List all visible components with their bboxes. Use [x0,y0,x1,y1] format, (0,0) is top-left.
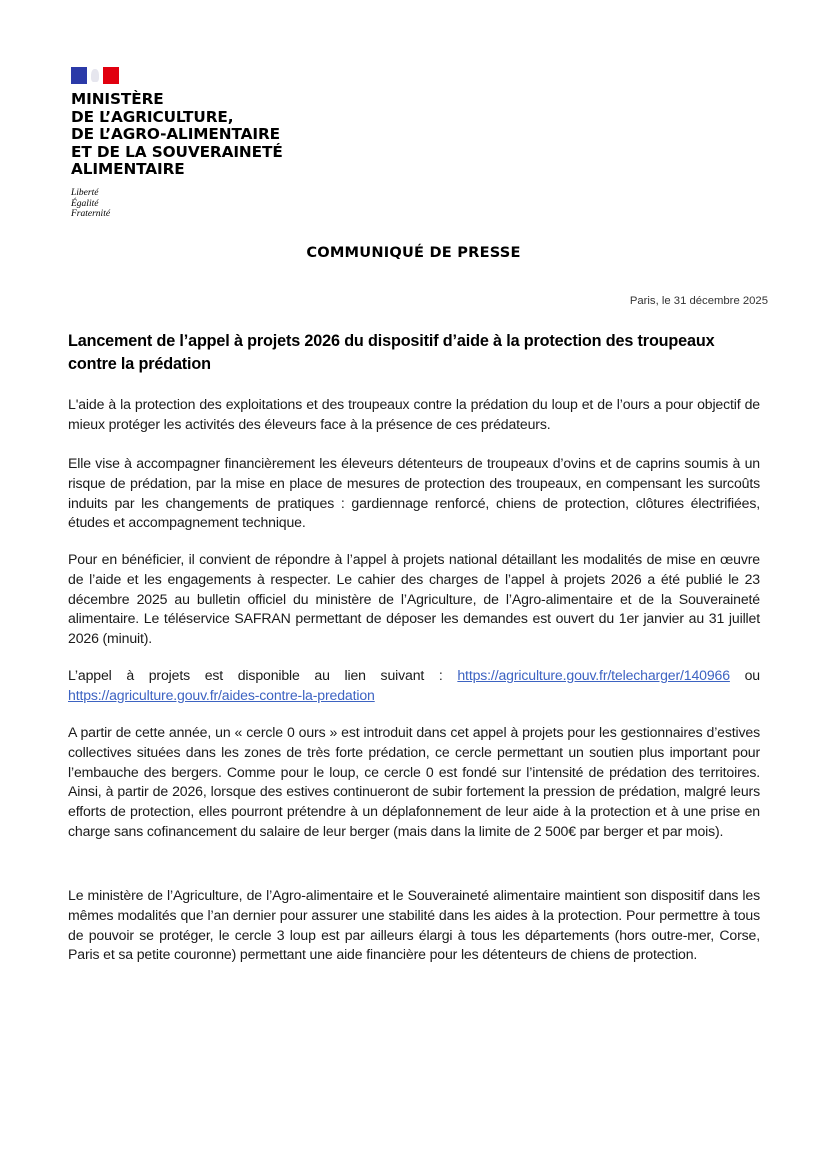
ministry-line: ALIMENTAIRE [71,160,185,179]
motto-line: Fraternité [71,209,111,220]
motto-line: Égalité [71,198,99,209]
paragraph-purpose: L'aide à la protection des exploitations et des troupeaux contre la prédation du loup et de l’ours a pour objectif de mieux protéger les activités des éleveurs face à la présence de ces prédateurs. [68,396,760,432]
paragraph-links [68,666,760,706]
flag-white-band [87,67,103,84]
headline: Lancement de l’appel à projets 2026 du dispositif d’aide à la protection des troupeaux contre la prédation [68,332,715,373]
republic-motto [71,188,283,220]
paragraph-cercle-3-loup: Le ministère de l’Agriculture, de l’Agro-alimentaire et le Souveraineté alimentaire maintient son dispositif dans les mêmes modalités que l’an dernier pour assurer une stabilité dans les aides à la protection. Pour permettre à tous de pouvoir se protéger, le cercle 3 loup est par ailleurs élargi à tous les départements (hors outre-mer, Corse, Paris et sa petite couronne) permettant une aide financière pour les détenteurs de chiens de protection. [68,887,760,963]
paragraph-cercle-0-ours: A partir de cette année, un « cercle 0 ours » est introduit dans cet appel à projets pour les gestionnaires d’estives collectives situées dans les zones de très forte prédation, ce cercle permettant un soutien plus important pour l’embauche des bergers. Comme pour le loup, ce cercle 0 est fondé sur l’intensité de prédation des territoires. Ainsi, à partir de 2026, lorsque des estives continueront de subir fortement la pression de prédation, malgré leurs efforts de protection, elles pourront prétendre à un déplafonnement de leur aide à la protection et à une prise en charge sans cofinancement du salaire de leur berger (mais dans la limite de 2 500€ par berger et par mois). [68,724,760,839]
links-joiner: ou [729,667,760,683]
document-type-title: COMMUNIQUÉ DE PRESSE [306,244,521,261]
ministry-line: ET DE LA SOUVERAINETÉ [71,142,283,161]
ministry-line: MINISTÈRE [71,90,164,108]
ministry-name [71,91,283,179]
marianne-flag-icon [71,67,119,84]
flag-blue-band [71,67,87,84]
ministry-line: DE L’AGRICULTURE, [71,107,234,126]
paragraph-aims: Elle vise à accompagner financièrement les éleveurs détenteurs de troupeaux d’ovins et de caprins soumis à un risque de prédation, par la mise en place de mesures de protection des troupeaux, en compensant les surcoûts induits par les changements de pratiques : gardiennage renforcé, chiens de protection, clôtures électrifiées, études et accompagnement technique. [68,455,760,531]
ministry-logo [71,67,283,220]
motto-line: Liberté [71,187,99,198]
paragraph-how-to-apply: Pour en bénéficier, il convient de répondre à l’appel à projets national détaillant les modalités de mise en œuvre de l’aide et les engagements à respecter. Le cahier des charges de l’appel à projets 2026 a été publié le 23 décembre 2025 au bulletin officiel du ministère de l’Agriculture, de l’Agro-alimentaire et de la Souveraineté alimentaire. Le téléservice SAFRAN permettant de déposer les demandes est ouvert du 1er janvier au 31 juillet 2026 (minuit). [68,551,760,647]
ministry-line: DE L’AGRO-ALIMENTAIRE [71,125,280,144]
download-link[interactable]: https://agriculture.gouv.fr/telecharger/140966 [457,667,730,683]
links-intro: L’appel à projets est disponible au lien suivant : [68,667,458,683]
flag-red-band [103,67,119,84]
predation-aid-link[interactable]: https://agriculture.gouv.fr/aides-contre-la-predation [68,686,375,703]
dateline: Paris, le 31 décembre 2025 [629,295,768,307]
